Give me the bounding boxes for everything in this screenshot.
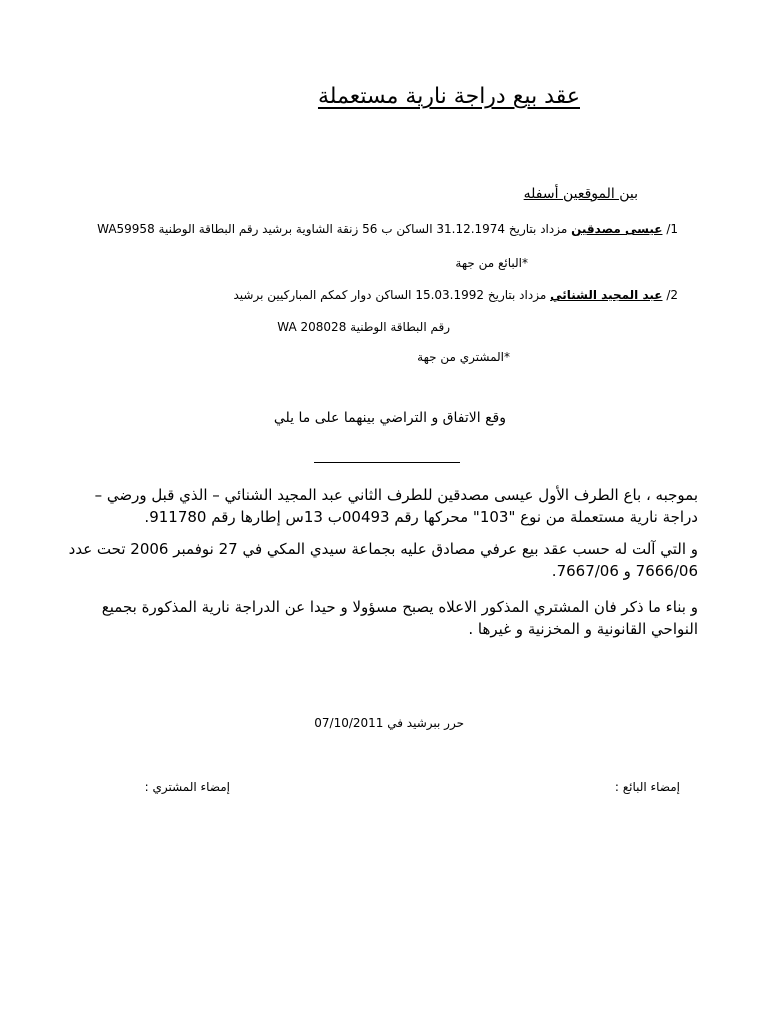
separator-line xyxy=(314,462,460,463)
place-date: حرر ببرشيد في 07/10/2011 xyxy=(314,716,464,730)
paragraph-3-line-2: النواحي القانونية و المخزنية و غيرها . xyxy=(468,620,698,638)
paragraph-1-line-1: بموجبه ، باع الطرف الأول عيسى مصدقين للطرف الثاني عبد المجيد الشنائي – الذي قبل ورضي – xyxy=(94,486,698,504)
paragraph-1 xyxy=(68,484,698,528)
party2-role: *المشتري من جهة xyxy=(417,350,510,364)
buyer-signature-label: إمضاء المشتري : xyxy=(144,780,230,794)
document-title: عقد بيع دراجة نارية مستعملة xyxy=(317,84,580,109)
party2-line xyxy=(234,288,679,302)
between-signatories-heading: بين الموقعين أسفله xyxy=(523,186,638,202)
paragraph-2 xyxy=(68,538,698,582)
party1-details: مزداد بتاريخ 31.12.1974 الساكن ب 56 زنقة الشاوية برشيد رقم البطاقة الوطنية WA59958 xyxy=(97,222,568,236)
party1-line xyxy=(97,222,678,236)
party2-details: مزداد بتاريخ 15.03.1992 الساكن دوار كمكم المباركيين برشيد xyxy=(233,288,547,302)
party1-number: 1/ xyxy=(666,222,678,236)
paragraph-1-line-2: دراجة نارية مستعملة من نوع "103" محركها رقم 00493ب 13س إطارها رقم 911780. xyxy=(144,508,698,526)
party1-name: عيسى مصدقين xyxy=(571,222,663,236)
party2-number: 2/ xyxy=(666,288,678,302)
party1-role: *البائع من جهة xyxy=(455,256,528,270)
paragraph-3 xyxy=(68,596,698,640)
party2-id: رقم البطاقة الوطنية WA 208028 xyxy=(277,320,450,334)
paragraph-2-line-2: 7666/06 و 7667/06. xyxy=(551,562,698,580)
paragraph-3-line-1: و بناء ما ذكر فان المشتري المذكور الاعلاه يصبح مسؤولا و حيدا عن الدراجة نارية المذكورة بجميع xyxy=(101,598,698,616)
paragraph-2-line-1: و التي آلت له حسب عقد بيع عرفي مصادق عليه بجماعة سيدي المكي في 27 نوفمبر 2006 تحت عدد xyxy=(68,540,698,558)
seller-signature-label: إمضاء البائع : xyxy=(614,780,680,794)
party2-name: عبد المجيد الشنائي xyxy=(550,288,663,302)
agreement-heading: وقع الاتفاق و التراضي بينهما على ما يلي xyxy=(273,410,506,426)
